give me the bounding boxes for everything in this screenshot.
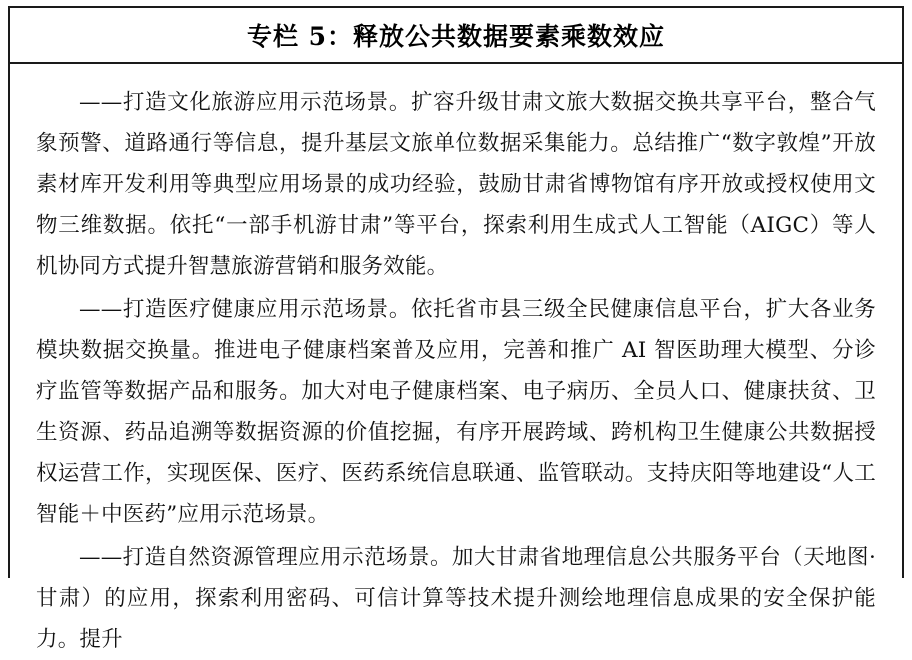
box-title: 专栏 5：释放公共数据要素乘数效应: [246, 22, 666, 51]
paragraph: ——打造自然资源管理应用示范场景。加大甘肃省地理信息公共服务平台（天地图·甘肃）的应用，探索利用密码、可信计算等技术提升测绘地理信息成果的安全保护能力。提升: [36, 545, 876, 652]
paragraph: ——打造医疗健康应用示范场景。依托省市县三级全民健康信息平台，扩大各业务模块数据交换量。推进电子健康档案普及应用，完善和推广 AI 智医助理大模型、分诊疗监管等数据产品和服务。加大对电子健康档案、电子病历、全员人口、健康扶贫、卫生资源、药品追溯等数据资源的价值挖掘，有序开展跨域、跨机构卫生健康公共数据授权运营工作，实现医保、医疗、医药系统信息联通、监管联动。支持庆阳等地建设“人工智能＋中医药”应用示范场景。: [36, 297, 876, 527]
paragraph: ——打造文化旅游应用示范场景。扩容升级甘肃文旅大数据交换共享平台，整合气象预警、道路通行等信息，提升基层文旅单位数据采集能力。总结推广“数字敦煌”开放素材库开发利用等典型应用场景的成功经验，鼓励甘肃省博物馆有序开放或授权使用文物三维数据。依托“一部手机游甘肃”等平台，探索利用生成式人工智能（AIGC）等人机协同方式提升智慧旅游营销和服务效能。: [36, 90, 876, 279]
box-body: [10, 64, 902, 660]
feature-box: [8, 6, 904, 652]
box-title-band: [10, 8, 902, 64]
